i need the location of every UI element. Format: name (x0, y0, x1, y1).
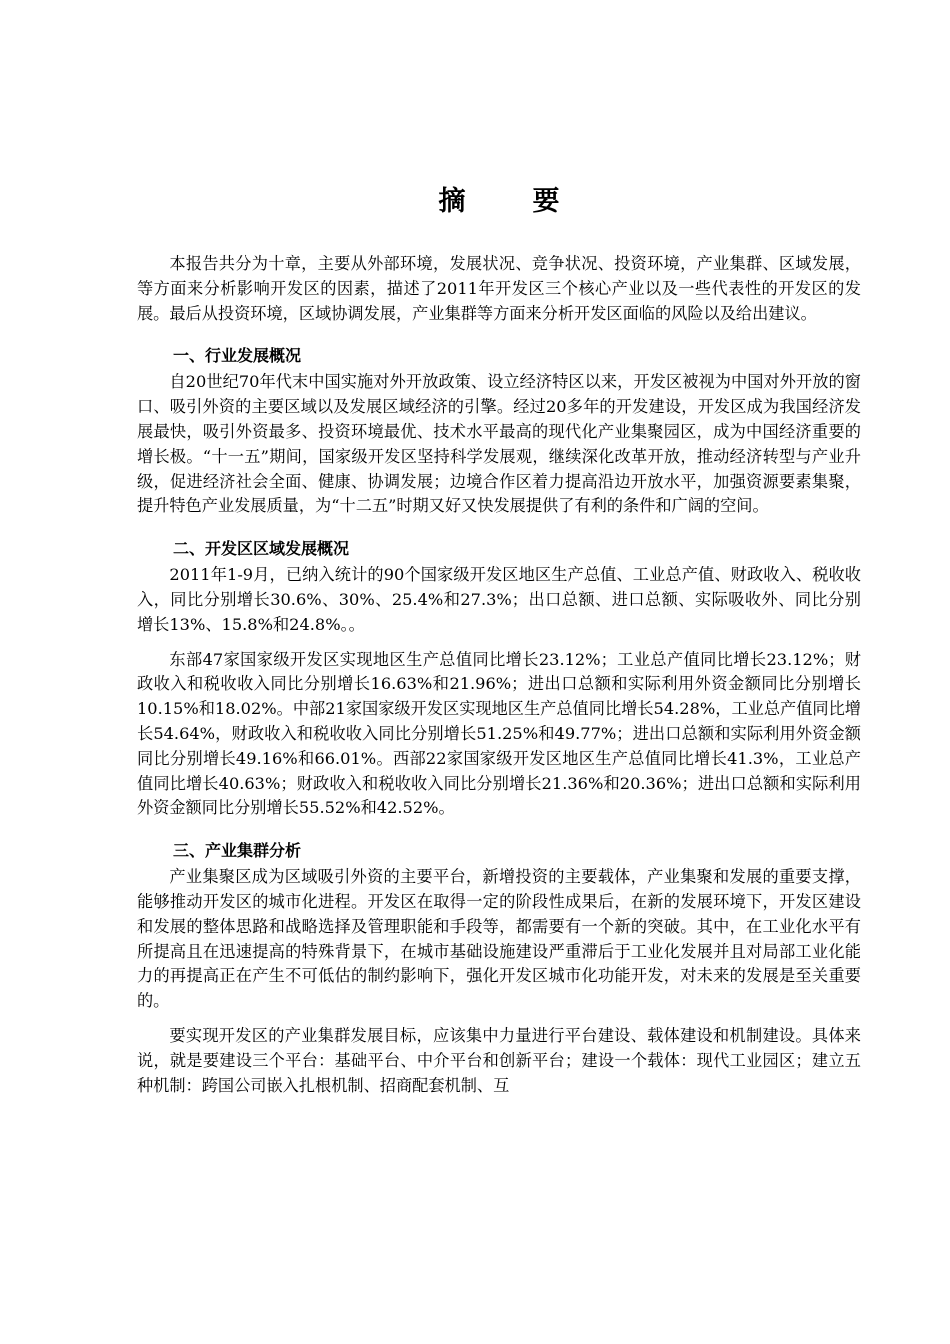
intro-paragraph: 本报告共分为十章，主要从外部环境，发展状况、竞争状况、投资环境，产业集群、区域发展，等方面来分析影响开发区的因素，描述了2011年开发区三个核心产业以及一些代表性的开发区的发展。最后从投资环境，区域协调发展，产业集群等方面来分析开发区面临的风险以及给出建议。 (137, 254, 861, 323)
section-paragraph: 自20世纪70年代末中国实施对外开放政策、设立经济特区以来，开发区被视为中国对外开放的窗口、吸引外资的主要区域以及发展区域经济的引擎。经过20多年的开发建设，开发区成为我国经济发展最快，吸引外资最多、投资环境最优、技术水平最高的现代化产业集聚园区，成为中国经济重要的增长极。“十一五”期间，国家级开发区坚持科学发展观，继续深化改革开放，推动经济转型与产业升级，促进经济社会全面、健康、协调发展；边境合作区着力提高沿边开放水平，加强资源要素集聚，提升特色产业发展质量，为“十二五”时期又好又快发展提供了有利的条件和广阔的空间。 (137, 372, 861, 516)
document-body (137, 182, 861, 1108)
section-paragraph: 2011年1-9月，已纳入统计的90个国家级开发区地区生产总值、工业总产值、财政收入、税收收入，同比分别增长30.6%、30%、25.4%和27.3%；出口总额、进口总额、实际吸收外、同比分别增长13%、15.8%和24.8%。。 (137, 565, 861, 634)
section-paragraph: 产业集聚区成为区域吸引外资的主要平台，新增投资的主要载体，产业集聚和发展的重要支撑，能够推动开发区的城市化进程。开发区在取得一定的阶段性成果后，在新的发展环境下，开发区建设和发展的整体思路和战略选择及管理职能和手段等，都需要有一个新的突破。其中，在工业化水平有所提高且在迅速提高的特殊背景下，在城市基础设施建设严重滞后于工业化发展并且对局部工业化能力的再提高正在产生不可低估的制约影响下，强化开发区城市化功能开发，对未来的发展是至关重要的。 (137, 867, 861, 1011)
section-heading-regional-development: 二、开发区区域发展概况 (173, 539, 350, 559)
page-title: 摘 要 (438, 186, 580, 217)
section-paragraph: 要实现开发区的产业集群发展目标，应该集中力量进行平台建设、载体建设和机制建设。具体来说，就是要建设三个平台：基础平台、中介平台和创新平台；建设一个载体：现代工业园区；建立五种机制：跨国公司嵌入扎根机制、招商配套机制、互 (137, 1025, 861, 1095)
section-heading-industry-overview: 一、行业发展概况 (173, 346, 302, 366)
section-paragraph: 东部47家国家级开发区实现地区生产总值同比增长23.12%；工业总产值同比增长23.12%；财政收入和税收收入同比分别增长16.63%和21.96%；进出口总额和实际利用外资金额同比分别增长10.15%和18.02%。中部21家国家级开发区实现地区生产总值同比增长54.28%，工业总产值同比增长54.64%，财政收入和税收收入同比分别增长51.25%和49.77%；进出口总额和实际利用外资金额同比分别增长49.16%和66.01%。西部22家国家级开发区地区生产总值同比增长41.3%，工业总产值同比增长40.63%；财政收入和税收收入同比分别增长21.36%和20.36%；进出口总额和实际利用外资金额同比分别增长55.52%和42.52%。 (137, 649, 861, 818)
section-heading-industrial-cluster: 三、产业集群分析 (173, 841, 302, 861)
